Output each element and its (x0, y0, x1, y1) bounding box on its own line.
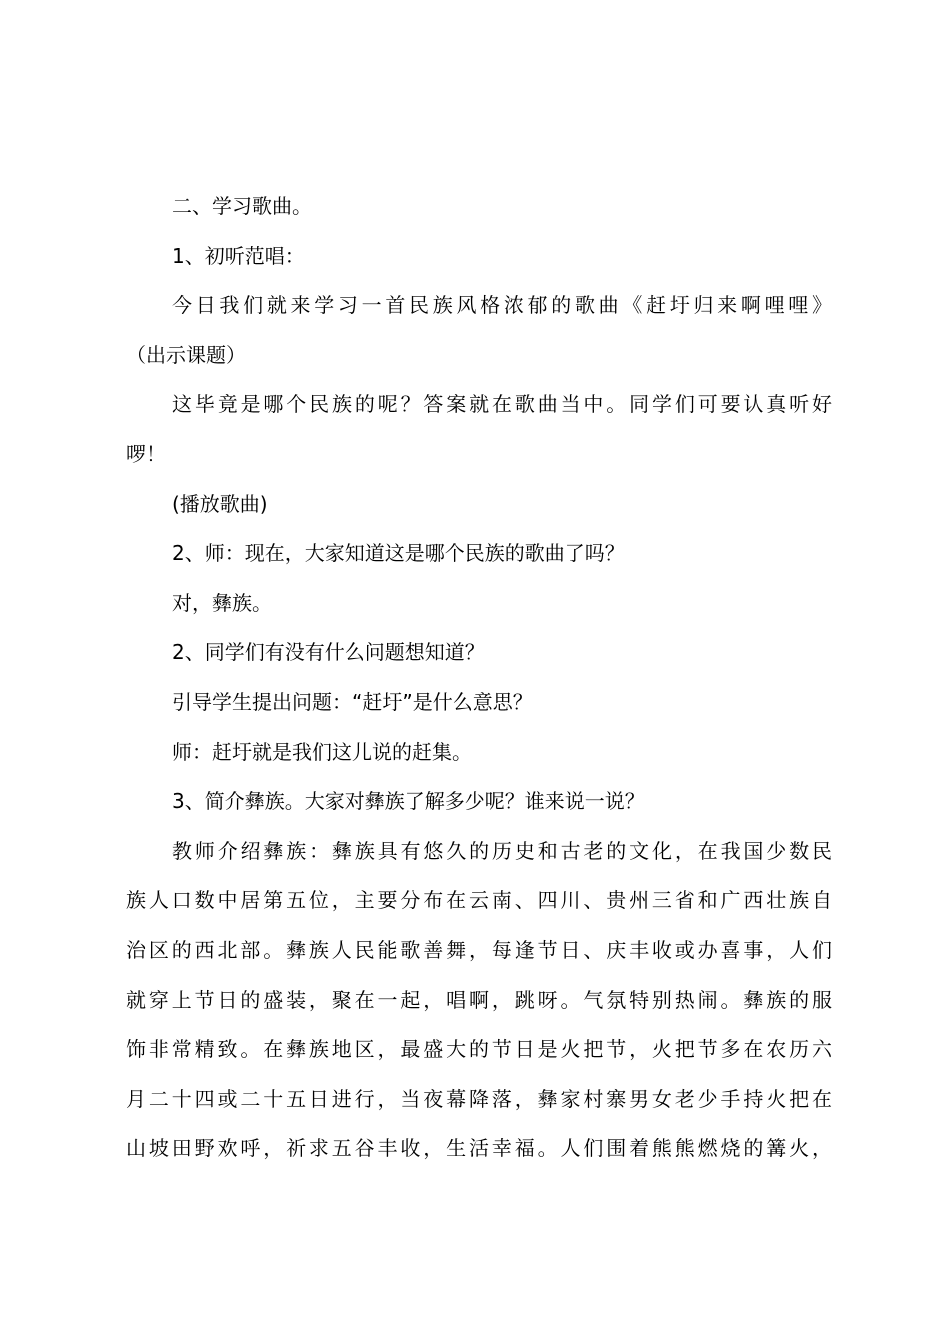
intro-line-2: （出示课题） (126, 342, 246, 367)
document-body (126, 182, 832, 1174)
guide-question: 引导学生提出问题：“赶圩”是什么意思？ (172, 689, 533, 714)
question-line-1: 这毕竟是哪个民族的呢？答案就在歌曲当中。同学们可要认真听好 (172, 392, 832, 417)
teacher-answer: 师：赶圩就是我们这儿说的赶集。 (172, 739, 472, 764)
answer-yi: 对，彝族。 (172, 590, 272, 615)
item-2b-question: 2、同学们有没有什么问题想知道？ (172, 640, 485, 665)
item-1-heading: 1、初听范唱： (172, 243, 305, 268)
intro-yi-line: 教师介绍彝族：彝族具有悠久的历史和古老的文化，在我国少数民 (172, 838, 832, 863)
intro-yi-line: 族人口数中居第五位，主要分布在云南、四川、贵州三省和广西壮族自 (126, 888, 832, 913)
item-3-heading: 3、简介彝族。大家对彝族了解多少呢？谁来说一说？ (172, 789, 645, 814)
intro-yi-line: 就穿上节日的盛装，聚在一起，唱啊，跳呀。气氛特别热闹。彝族的服 (126, 987, 832, 1012)
intro-yi-line: 山坡田野欢呼，祈求五谷丰收，生活幸福。人们围着熊熊燃烧的篝火， (126, 1136, 832, 1161)
intro-yi-line: 饰非常精致。在彝族地区，最盛大的节日是火把节，火把节多在农历六 (126, 1037, 832, 1062)
intro-line-1: 今日我们就来学习一首民族风格浓郁的歌曲《赶圩归来啊哩哩》 (172, 293, 832, 318)
question-line-2: 啰！ (126, 441, 166, 466)
item-2a-question: 2、师：现在，大家知道这是哪个民族的歌曲了吗？ (172, 541, 625, 566)
section-heading: 二、学习歌曲。 (172, 194, 312, 218)
intro-yi-line: 月二十四或二十五日进行，当夜幕降落，彝家村寨男女老少手持火把在 (126, 1086, 832, 1111)
play-song-note: (播放歌曲) (172, 491, 268, 516)
intro-yi-line: 治区的西北部。彝族人民能歌善舞，每逢节日、庆丰收或办喜事，人们 (126, 937, 832, 962)
